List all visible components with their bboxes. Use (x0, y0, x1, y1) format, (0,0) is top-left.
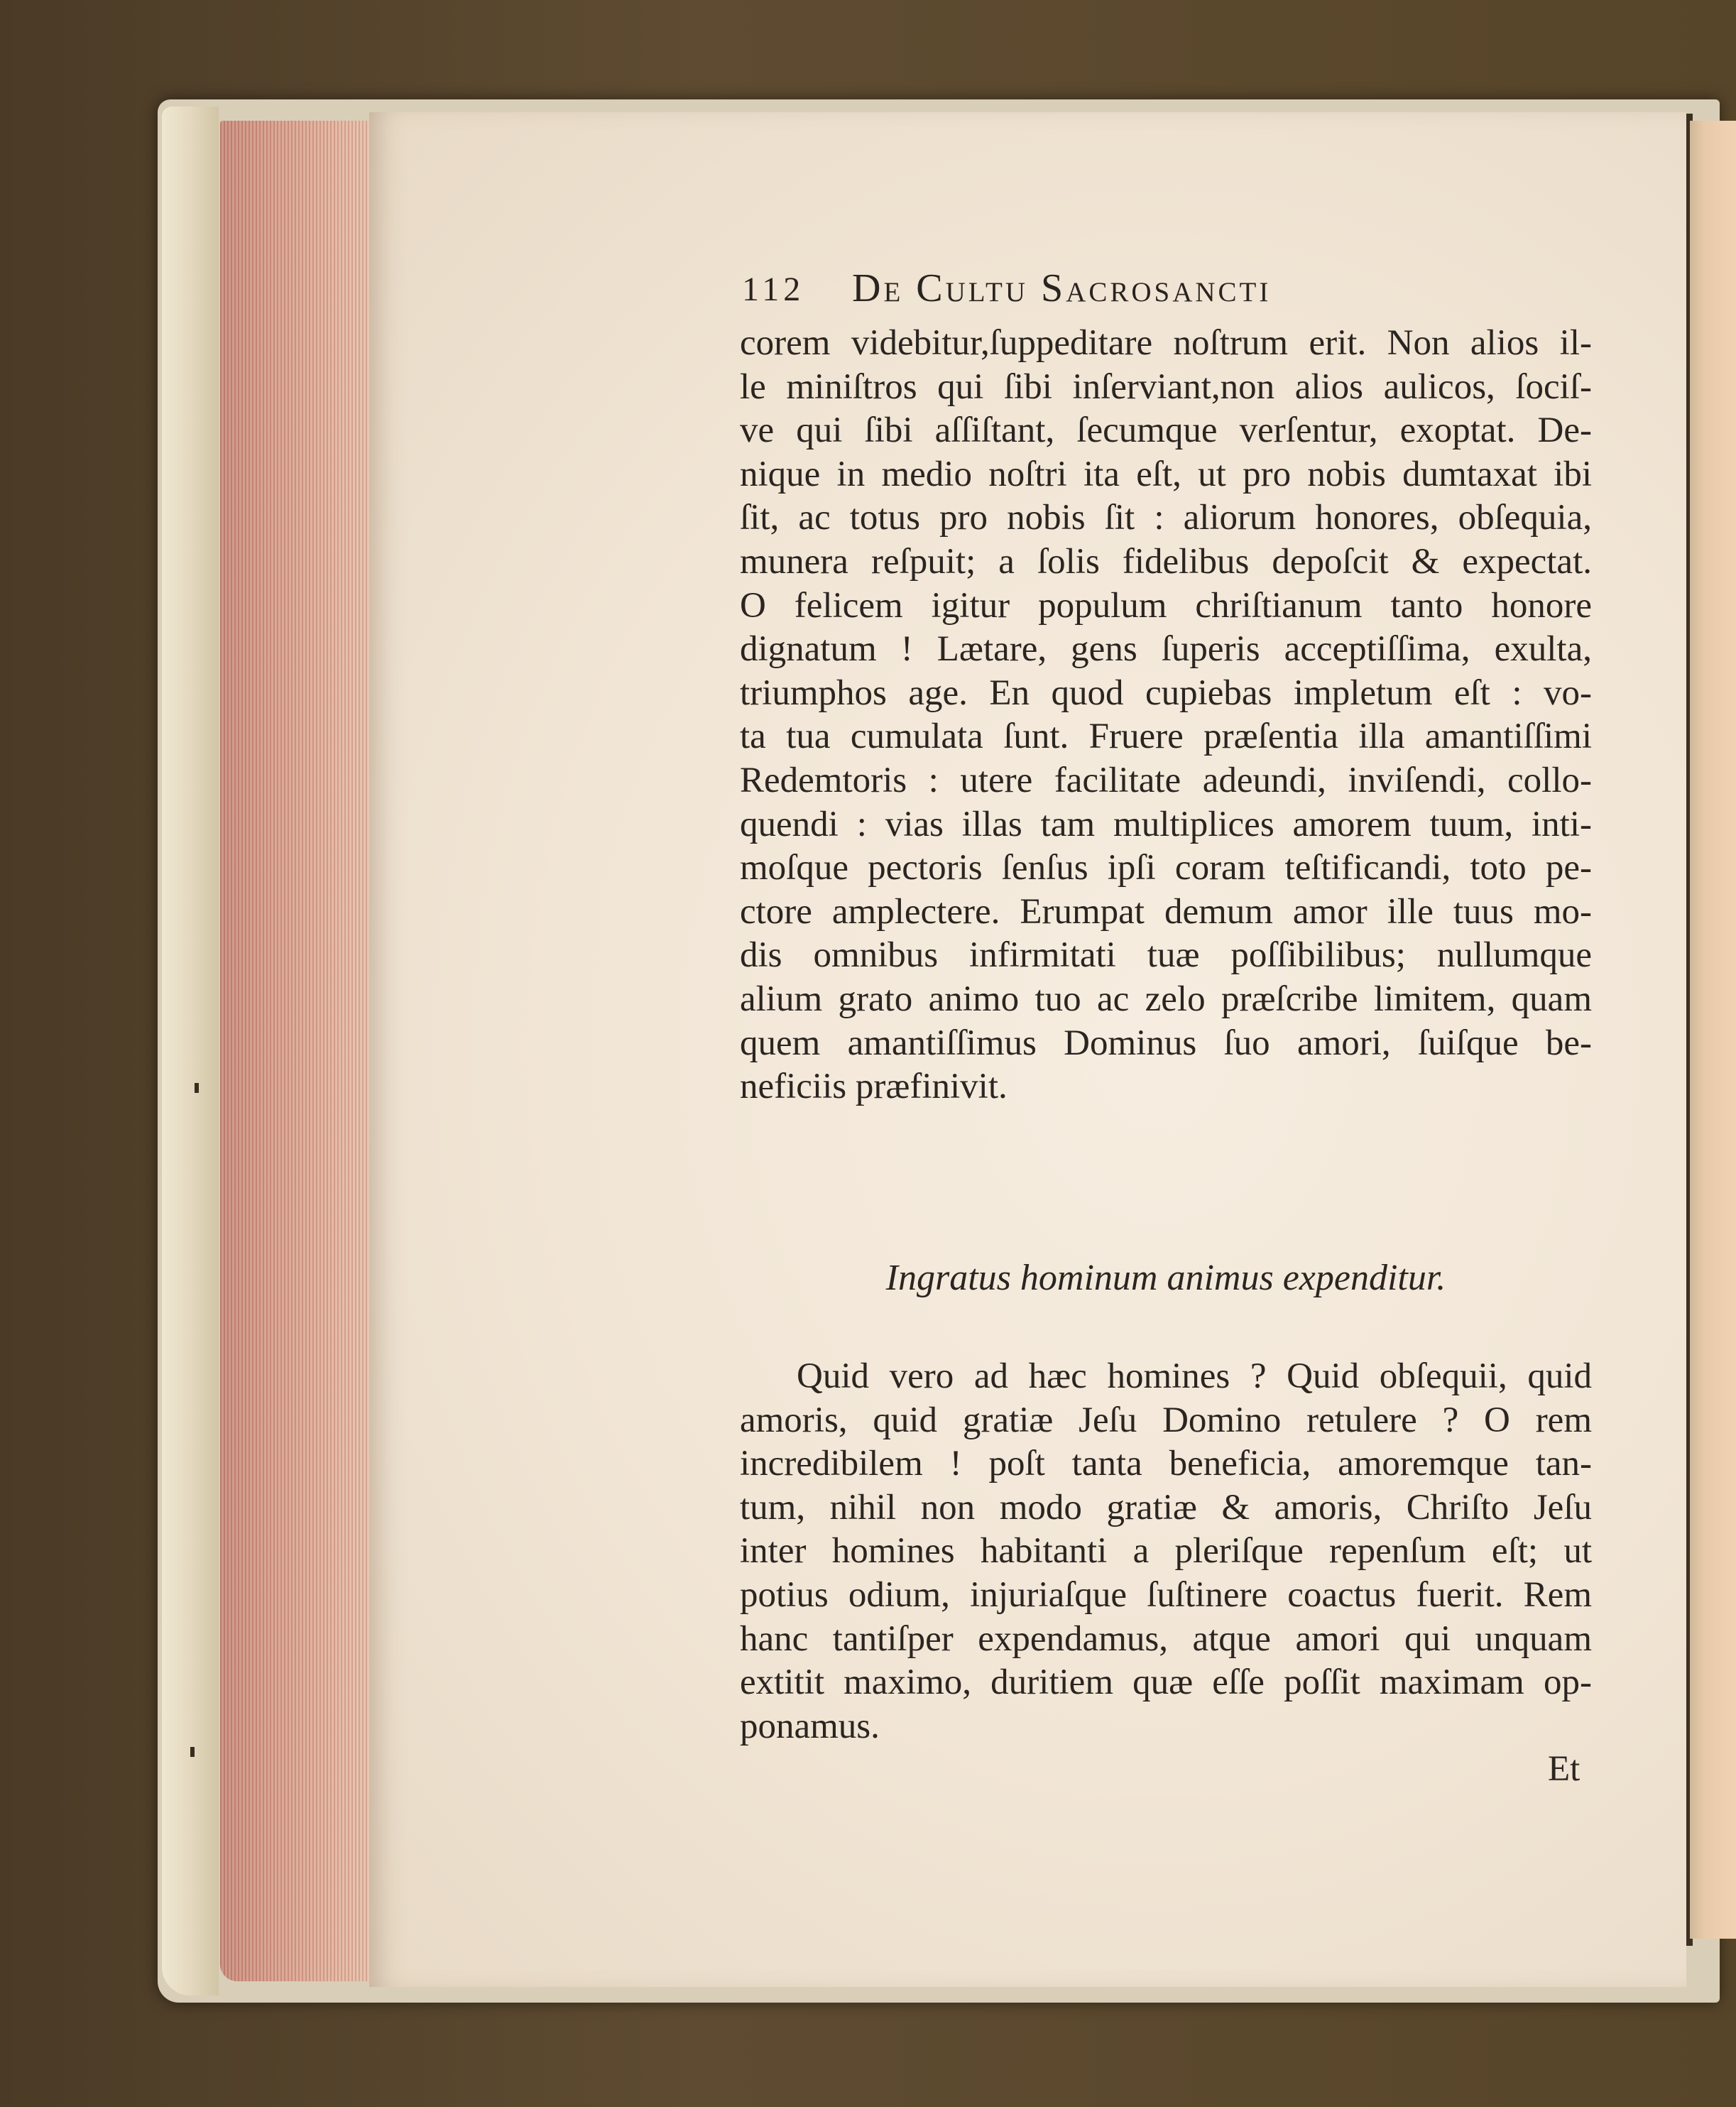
text-line: moſque pectoris ſenſus ipſi coram teſtificandi, toto pe- (740, 848, 1592, 888)
text-line: tum, nihil non modo gratiæ & amoris, Chriſto Jeſu (740, 1487, 1592, 1528)
text-line: hanc tantiſper expendamus, atque amori qui unquam (740, 1618, 1592, 1659)
next-page-edge (1690, 121, 1736, 1939)
binding-mark (190, 1747, 195, 1757)
page-edges (220, 121, 369, 1981)
text-line: potius odium, injuriaſque ſuſtinere coactus fuerit. Rem (740, 1575, 1592, 1615)
text-line: triumphos age. En quod cupiebas impletum eſt : vo- (740, 673, 1592, 713)
text-line: ſit, ac totus pro nobis ſit : aliorum honores, obſequia, (740, 498, 1592, 538)
text-line: inter homines habitanti a pleriſque repenſum eſt; ut (740, 1531, 1592, 1572)
text-line: ta tua cumulata ſunt. Fruere præſentia illa amantiſſimi (740, 717, 1592, 757)
text-line: munera reſpuit; a ſolis fidelibus depoſcit & expectat. (740, 542, 1592, 582)
text-line: quendi : vias illas tam multiplices amorem tuum, inti- (740, 804, 1592, 844)
text-line: ve qui ſibi aſſiſtant, ſecumque verſentur, exoptat. De- (740, 410, 1592, 451)
text-line: incredibilem ! poſt tanta beneficia, amoremque tan- (740, 1444, 1592, 1484)
text-line: Quid vero ad hæc homines ? Quid obſequii, quid (797, 1356, 1592, 1396)
text-line: ponamus. (740, 1706, 880, 1746)
text-line: corem videbitur,ſuppeditare noſtrum erit. Non alios il- (740, 323, 1592, 363)
text-line: ctore amplectere. Erumpat demum amor ille tuus mo- (740, 891, 1592, 932)
section-heading: Ingratus hominum animus expenditur. (885, 1258, 1446, 1298)
text-line: Redemtoris : utere facilitate adeundi, inviſendi, collo- (740, 761, 1592, 800)
running-title: De Cultu Sacrosancti (852, 266, 1272, 310)
spine-edge (162, 107, 219, 1996)
page-number: 112 (742, 271, 805, 308)
text-line: dignatum ! Lætare, gens ſuperis acceptiſſima, exulta, (740, 629, 1592, 670)
binding-mark (195, 1083, 199, 1093)
text-line: le miniſtros qui ſibi inſerviant,non alios aulicos, ſociſ- (740, 366, 1592, 407)
text-line: amoris, quid gratiæ Jeſu Domino retulere ? O rem (740, 1400, 1592, 1440)
text-line: neficiis præfinivit. (740, 1067, 1008, 1107)
text-line: extitit maximo, duritiem quæ eſſe poſſit maximam op- (740, 1662, 1592, 1703)
text-line: quem amantiſſimus Dominus ſuo amori, ſuiſque be- (740, 1023, 1592, 1063)
text-line: dis omnibus infirmitati tuæ poſſibilibus; nullumque (740, 935, 1592, 976)
text-line: O felicem igitur populum chriſtianum tanto honore (740, 585, 1592, 626)
text-line: alium grato animo tuo ac zelo præſcribe limitem, quam (740, 979, 1592, 1019)
catchword: Et (1548, 1749, 1581, 1789)
page-header (742, 266, 1594, 320)
text-line: nique in medio noſtri ita eſt, ut pro nobis dumtaxat ibi (740, 454, 1592, 494)
